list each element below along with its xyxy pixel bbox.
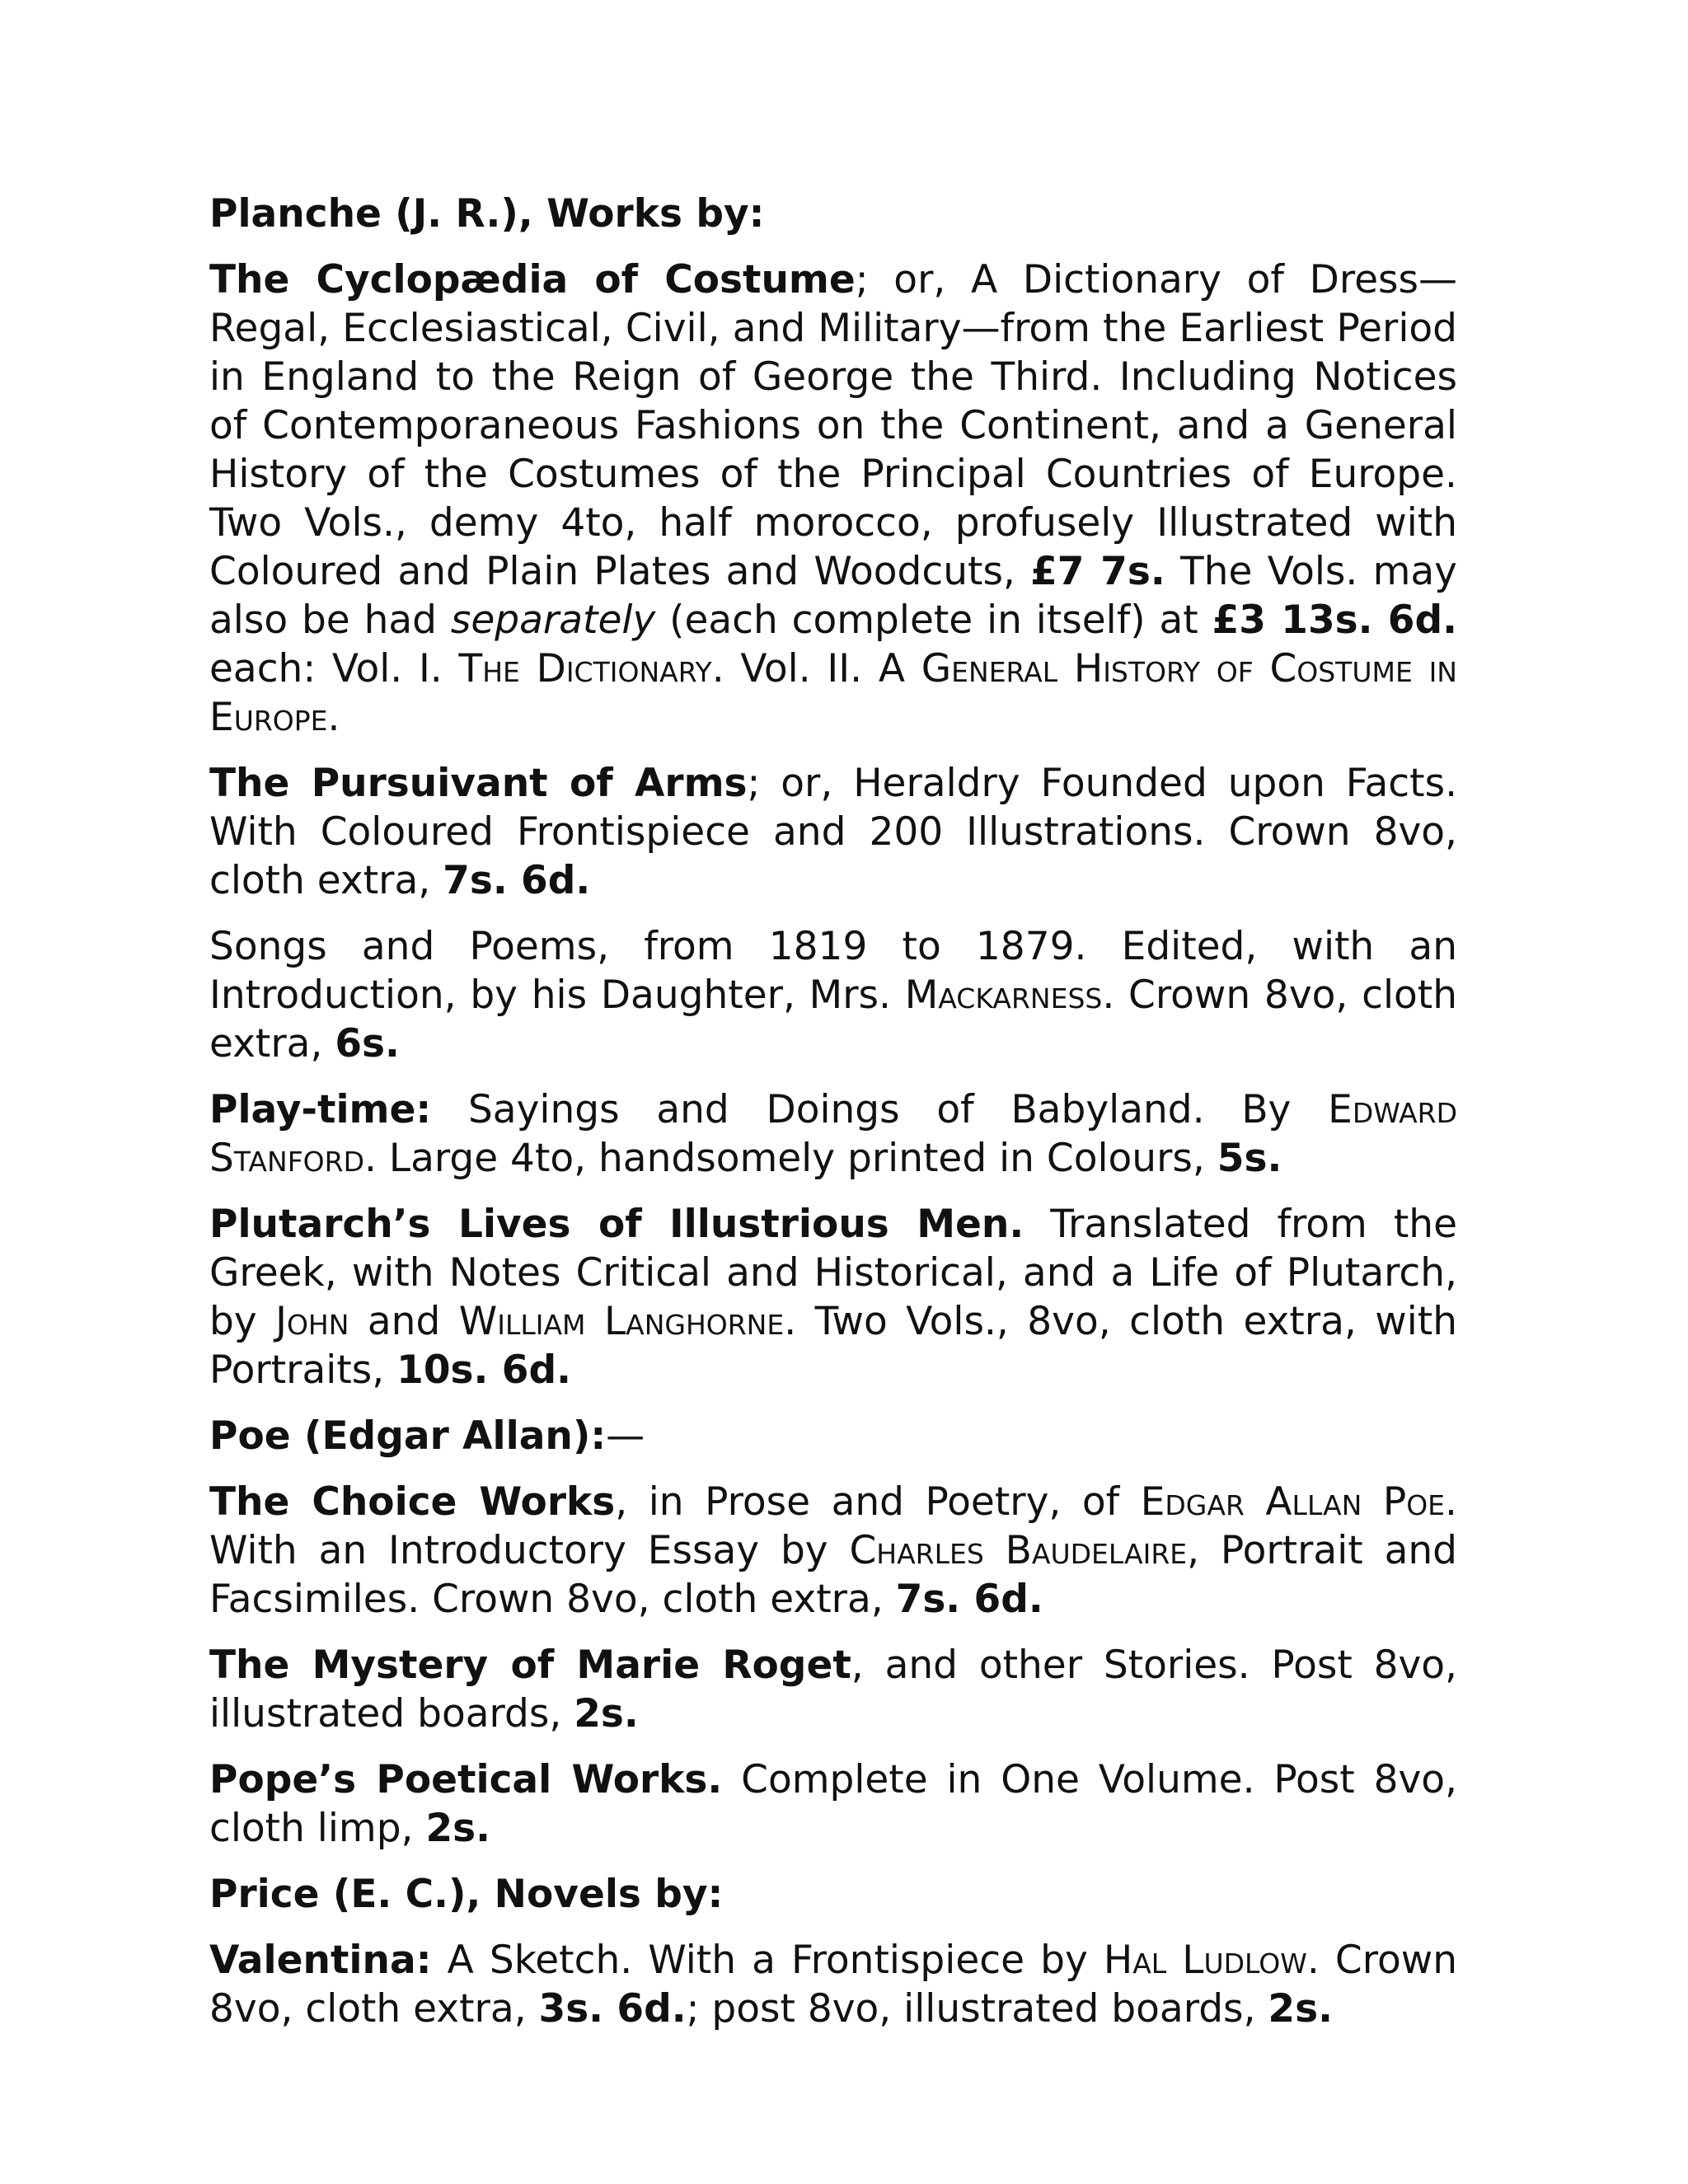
entry-text: A Sketch. With a Frontispiece by <box>431 1938 1104 1983</box>
entry-text: , and other Stories. Post 8vo, illustrated boards, <box>209 1643 1457 1736</box>
entry-text: and <box>349 1299 459 1344</box>
entry-text: . <box>327 695 340 740</box>
entry-text: . Two Vols., 8vo, cloth extra, with Portraits, <box>209 1299 1457 1393</box>
heading-text: Poe (Edgar Allan): <box>209 1413 607 1459</box>
entry-person-name: Edgar Allan Poe <box>1140 1479 1446 1525</box>
entry-valentina <box>209 1936 1457 2033</box>
entry-text: . Large 4to, handsomely printed in Colours, <box>364 1136 1217 1181</box>
entry-pursuivant-of-arms <box>209 759 1457 905</box>
entry-text: The Vols. may also be had <box>209 549 1457 643</box>
entry-popes-poetical-works <box>209 1755 1457 1853</box>
entry-text: , in Prose and Poetry, of <box>615 1479 1141 1525</box>
entry-title: Valentina: <box>209 1938 432 1983</box>
entry-person-name: Edward Stanford <box>209 1087 1457 1181</box>
entry-text: each: Vol. I. <box>209 646 459 691</box>
entry-price: 6s. <box>335 1021 400 1066</box>
entry-price: 7s. 6d. <box>895 1577 1043 1622</box>
entry-price: 7s. 6d. <box>443 858 591 903</box>
entry-price: 10s. 6d. <box>396 1347 571 1393</box>
catalogue-page <box>209 190 1457 2050</box>
entry-choice-works <box>209 1478 1457 1624</box>
entry-price: £7 7s. <box>1030 549 1165 594</box>
entry-text: ; or, Heraldry Founded upon Facts. With Coloured Frontispiece and 200 Illustrations. Crown 8vo, cloth extra, <box>209 761 1458 903</box>
entry-title: Plutarch’s Lives of Illustrious Men. <box>209 1202 1025 1247</box>
entry-cyclopaedia-of-costume <box>209 255 1457 742</box>
heading-poe <box>209 1412 1457 1460</box>
entry-songs-and-poems <box>209 922 1457 1068</box>
entry-price: 2s. <box>1268 1986 1333 2032</box>
entry-volume-title: The Dictionary <box>458 646 712 691</box>
heading-dash: — <box>606 1413 645 1459</box>
entry-text: (each complete in itself) at <box>655 598 1212 643</box>
entry-text: . Crown 8vo, cloth extra, <box>209 972 1457 1066</box>
entry-volume-title: A General History of Costume in Europe <box>209 646 1457 740</box>
entry-price: 5s. <box>1217 1136 1282 1181</box>
entry-price: 3s. 6d. <box>538 1986 687 2032</box>
entry-person-name: John <box>275 1299 349 1344</box>
entry-emphasis: separately <box>450 598 656 643</box>
entry-play-time <box>209 1085 1457 1183</box>
entry-text: , Portrait and Facsimiles. Crown 8vo, cloth extra, <box>209 1528 1457 1622</box>
entry-plutarchs-lives <box>209 1200 1457 1394</box>
entry-text: ; or, A Dictionary of Dress—Regal, Ecclesiastical, Civil, and Military—from the Earliest Period in England to the Reign of George the Third. Including Notices of Contemporaneous Fashions on the Continent, and a General History of the Costumes of the Principal Countries of Europe. Two Vols., demy 4to, half morocco, profusely Illustrated with Coloured and Plain Plates and Woodcuts, <box>209 257 1457 594</box>
entry-person-name: Hal Ludlow <box>1103 1938 1307 1983</box>
entry-text: Sayings and Doings of Babyland. By <box>431 1087 1329 1132</box>
entry-text: Songs and Poems, from 1819 to 1879. Edited, with an Introduction, by his Daughter, Mrs. <box>209 924 1457 1018</box>
entry-text: ; post 8vo, illustrated boards, <box>686 1986 1268 2032</box>
entry-title: The Pursuivant of Arms <box>209 761 748 806</box>
entry-price: 2s. <box>574 1691 639 1736</box>
entry-text: Translated from the Greek, with Notes Critical and Historical, and a Life of Plutarch, by <box>209 1202 1457 1344</box>
entry-title: The Mystery of Marie Roget <box>209 1643 851 1688</box>
entry-person-name: Charles Baudelaire <box>849 1528 1188 1573</box>
entry-person-name: William Langhorne <box>458 1299 785 1344</box>
heading-planche: Planche (J. R.), Works by: <box>209 191 765 237</box>
entry-title: Pope’s Poetical Works. <box>209 1757 723 1802</box>
entry-price: 2s. <box>425 1806 490 1851</box>
entry-title: Play-time: <box>209 1087 432 1132</box>
entry-title: The Cyclopædia of Costume <box>209 257 856 302</box>
entry-text: . Crown 8vo, cloth extra, <box>209 1938 1457 2032</box>
entry-mystery-of-marie-roget <box>209 1641 1457 1738</box>
entry-text: . Vol. II. <box>711 646 879 691</box>
heading-price-ec: Price (E. C.), Novels by: <box>209 1872 724 1917</box>
entry-person-name: Mackarness <box>904 972 1103 1018</box>
entry-text: Complete in One Volume. Post 8vo, cloth limp, <box>209 1757 1457 1851</box>
entry-price: £3 13s. 6d. <box>1212 598 1457 643</box>
entry-text: . With an Introductory Essay by <box>209 1479 1457 1573</box>
entry-title: The Choice Works <box>209 1479 616 1525</box>
